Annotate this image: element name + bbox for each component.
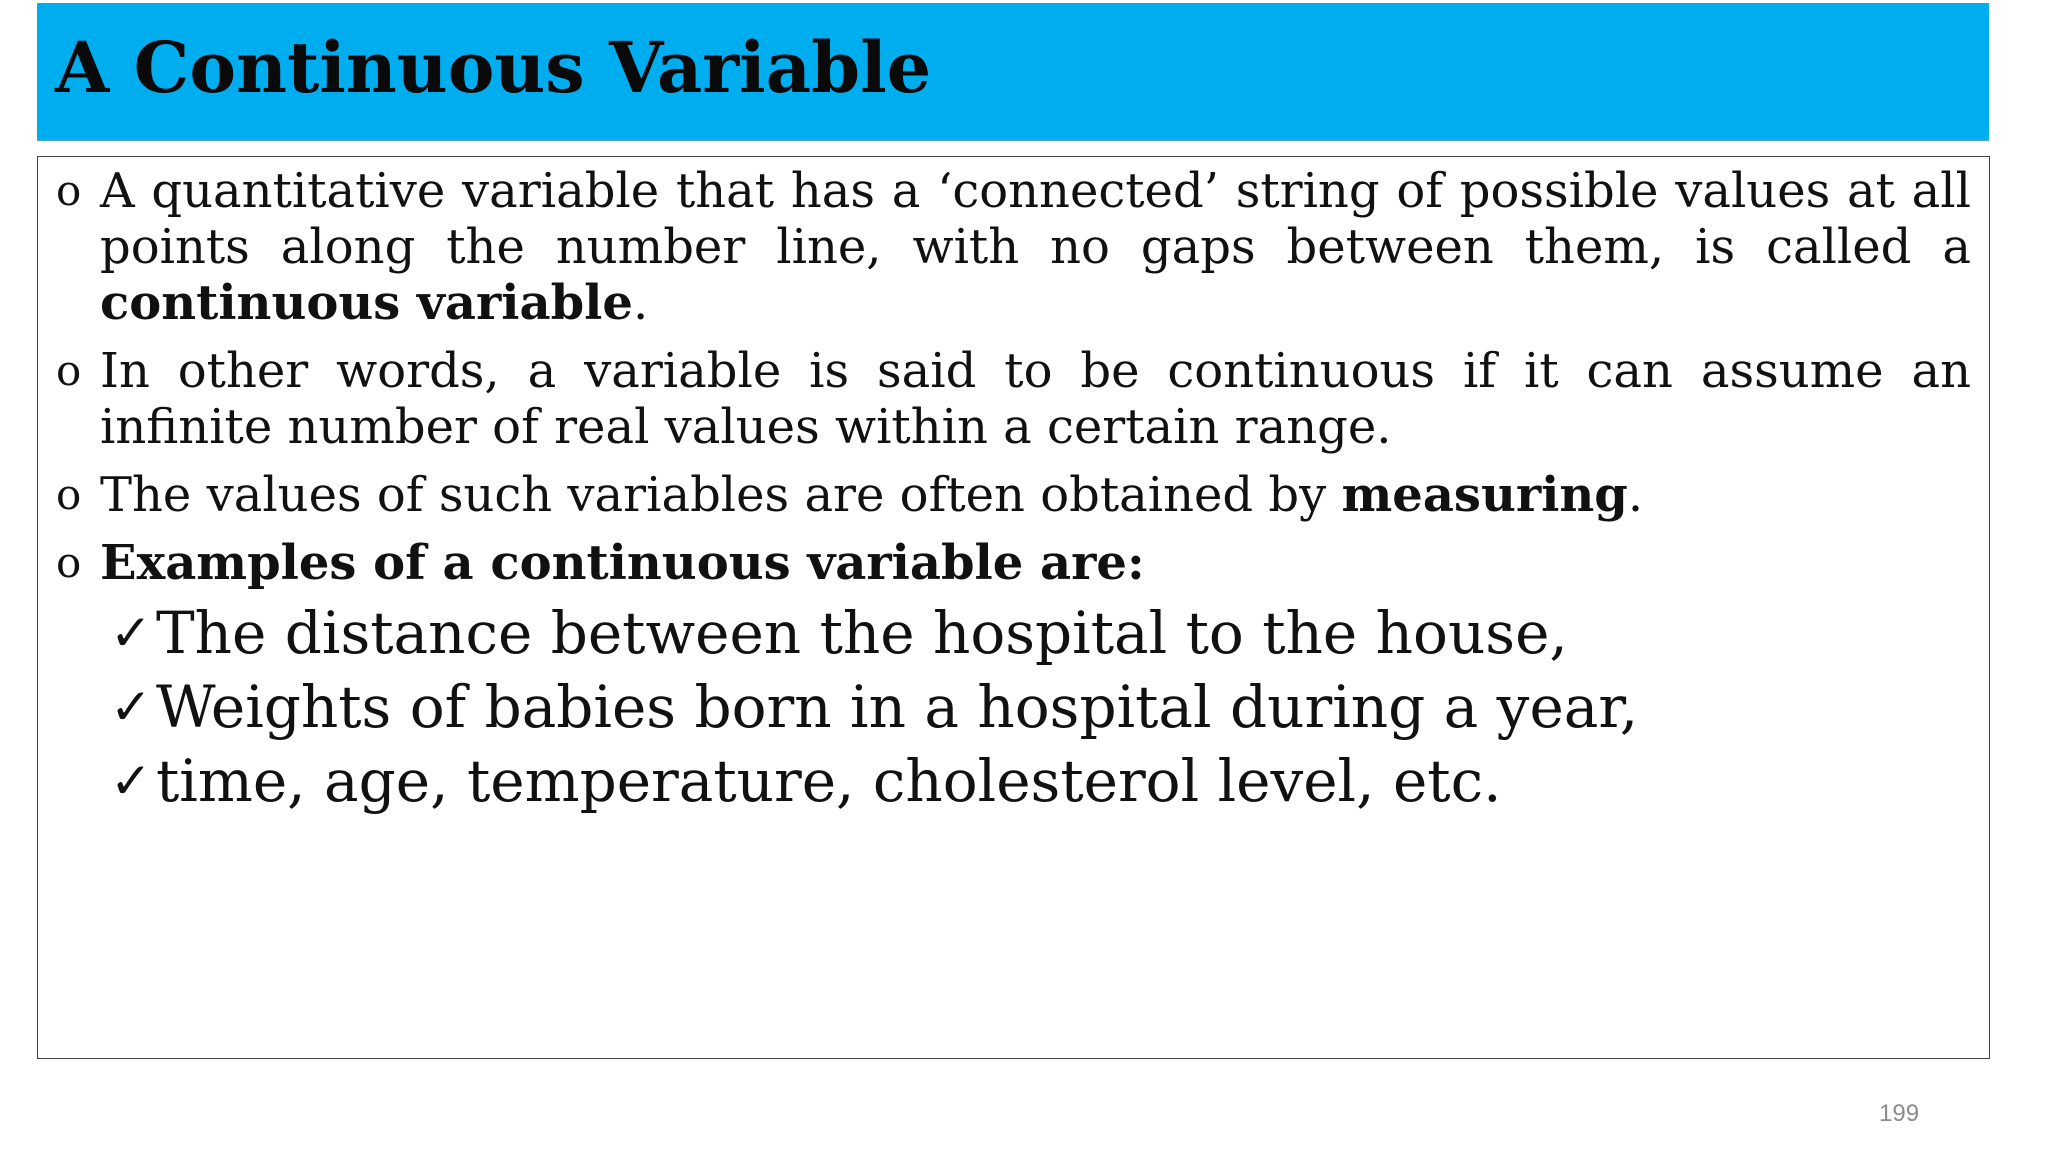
- bullet-item: [56, 343, 1971, 455]
- bullet-text-bold: Examples of a continuous variable are:: [100, 535, 1145, 591]
- examples-list: [110, 596, 1638, 818]
- bullet-text-part: .: [632, 275, 649, 331]
- bullet-marker-icon: o: [56, 538, 82, 587]
- example-text: Weights of babies born in a hospital during a year,: [156, 673, 1639, 741]
- bullet-text: [100, 163, 1971, 331]
- example-text: time, age, temperature, cholesterol level, etc.: [156, 747, 1502, 815]
- checkmark-icon: ✓: [110, 678, 152, 736]
- example-item: [110, 596, 1638, 670]
- bullet-marker-icon: o: [56, 470, 82, 519]
- bullet-list: [56, 163, 1971, 603]
- bullet-item: [56, 163, 1971, 331]
- title-bar: [37, 3, 1989, 141]
- bullet-text: [100, 343, 1971, 455]
- bullet-text-part: In other words, a variable is said to be continuous if it can assume an infinite number of real values within a certain range.: [100, 343, 1971, 455]
- bullet-marker-icon: o: [56, 346, 82, 395]
- bullet-item: [56, 467, 1971, 523]
- bullet-text-part: .: [1627, 467, 1644, 523]
- bullet-text-bold: continuous variable: [100, 275, 633, 331]
- bullet-text-bold: measuring: [1341, 467, 1628, 523]
- example-item: [110, 670, 1638, 744]
- bullet-text: [100, 467, 1643, 523]
- bullet-marker-icon: o: [56, 166, 82, 215]
- bullet-item: [56, 535, 1971, 591]
- example-item: [110, 744, 1638, 818]
- content-box: [37, 156, 1990, 1059]
- checkmark-icon: ✓: [110, 604, 152, 662]
- slide-title: A Continuous Variable: [55, 26, 932, 109]
- example-text: The distance between the hospital to the house,: [156, 599, 1568, 667]
- checkmark-icon: ✓: [110, 752, 152, 810]
- page-number: 199: [1879, 1100, 1920, 1127]
- bullet-text-part: A quantitative variable that has a ‘connected’ string of possible values at all points along the number line, with no gaps between them, is called a: [100, 163, 1971, 275]
- bullet-text-part: The values of such variables are often obtained by: [100, 467, 1342, 523]
- bullet-text: [100, 535, 1145, 591]
